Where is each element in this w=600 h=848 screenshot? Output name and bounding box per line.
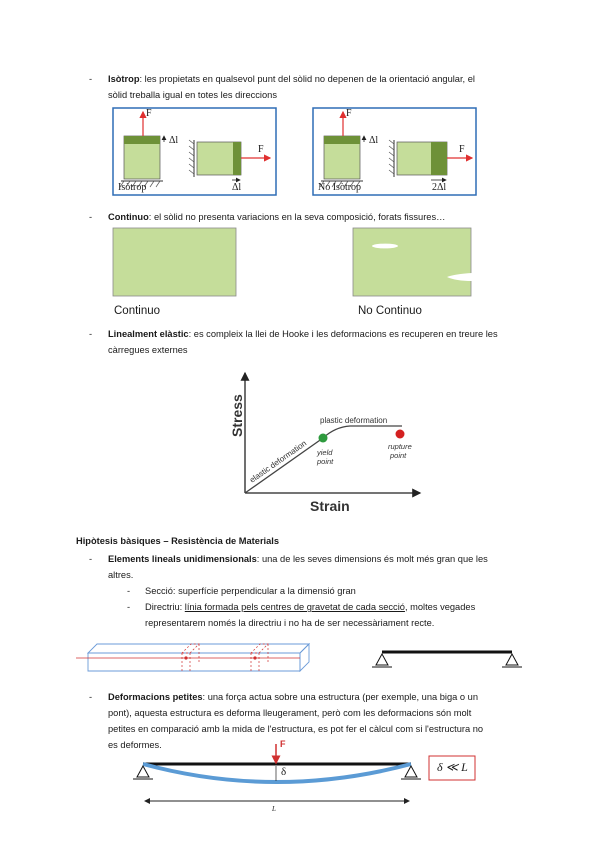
plastic-label: plastic deformation [320,416,388,425]
directriu-text-1: , moltes vegades [404,602,476,612]
length-label: L [272,805,276,813]
deformacions-text-1: : una força actua sobre una estructura (per exemple, una biga o un [202,692,479,702]
load-label: F [280,739,286,749]
bullet-dash: - [89,74,93,84]
small-deflection-relation: δ ≪ L [437,760,468,774]
caption-no-isotrop: No Isòtrop [318,182,362,193]
directriu-definition: línia formada pels centres de gravetat de cada secció [184,602,405,612]
yield-label: yield [317,448,333,457]
directriu-term: Directriu [145,602,180,612]
lineal-text-2: càrregues externes [108,345,188,355]
bullet-dash: - [127,602,131,612]
deformacions-text-3: petites en comparació amb la mida de l'estructura, es pot fer el càlcul com si l'estructura no [108,724,484,734]
deformacions-text-4: es deformes. [108,740,162,750]
deflected-beam [143,764,411,782]
elements-text-1: : una de les seves dimensions és molt més gran que les [256,554,488,564]
rupture-label: rupture [388,442,412,451]
bullet-dash: - [89,212,93,222]
seccio-text: : superfície perpendicular a la dimensió gran [172,586,356,596]
force-label: F [258,144,264,155]
directriu-text-2: representarem només la directriu i no ha de ser necessàriament recte. [145,618,435,628]
deformacions-term: Deformacions petites [108,692,203,702]
isotrop-term: Isòtrop [108,74,140,84]
bullet-dash: - [89,329,93,339]
delta-label: Δl [232,182,242,193]
elastic-label: elastic deformation [247,438,309,485]
deflection-label: δ [281,766,287,778]
isotrop-text-1: : les propietats en qualsevol punt del sòlid no depenen de la orientació angular, el [139,74,475,84]
delta-double-label: 2Δl [432,182,447,193]
force-label: F [146,108,152,119]
directriu-colon: : [179,602,185,612]
deformacions-text-2: pont), aquesta estructura es deforma lleugerament, però com les deformacions són molt [108,708,472,718]
lineal-term: Linealment elàstic [108,329,189,339]
caption-continuo: Continuo [114,305,161,317]
lineal-text-1: : es compleix la llei de Hooke i les deformacions es recuperen en treure les [188,329,498,339]
bullet-dash: - [89,554,93,564]
right-support [405,766,417,777]
force-label: F [459,144,465,155]
isotrop-text-2: sòlid treballa igual en totes les direccions [108,90,277,100]
continu-term: Continuo [108,212,149,222]
seccio-term: Secció [145,586,173,596]
delta-label: Δl [169,135,179,146]
elements-term: Elements lineals unidimensionals [108,554,257,564]
delta-label: Δl [369,135,379,146]
caption-no-continuo: No Continuo [358,305,422,317]
y-axis-label: Stress [229,394,245,437]
x-axis-label: Strain [310,498,350,514]
left-support [137,766,149,777]
rupture-label: point [390,451,407,460]
force-label: F [346,108,352,119]
caption-isotrop: Isòtrop [118,182,147,193]
section-heading: Hipòtesis bàsiques – Resistència de Materials [76,536,280,546]
bullet-dash: - [127,586,131,596]
bullet-dash: - [89,692,93,702]
yield-label: point [317,457,334,466]
elements-text-2: altres. [108,570,134,580]
continu-text: : el sòlid no presenta variacions en la seva composició, forats fissures… [148,212,446,222]
